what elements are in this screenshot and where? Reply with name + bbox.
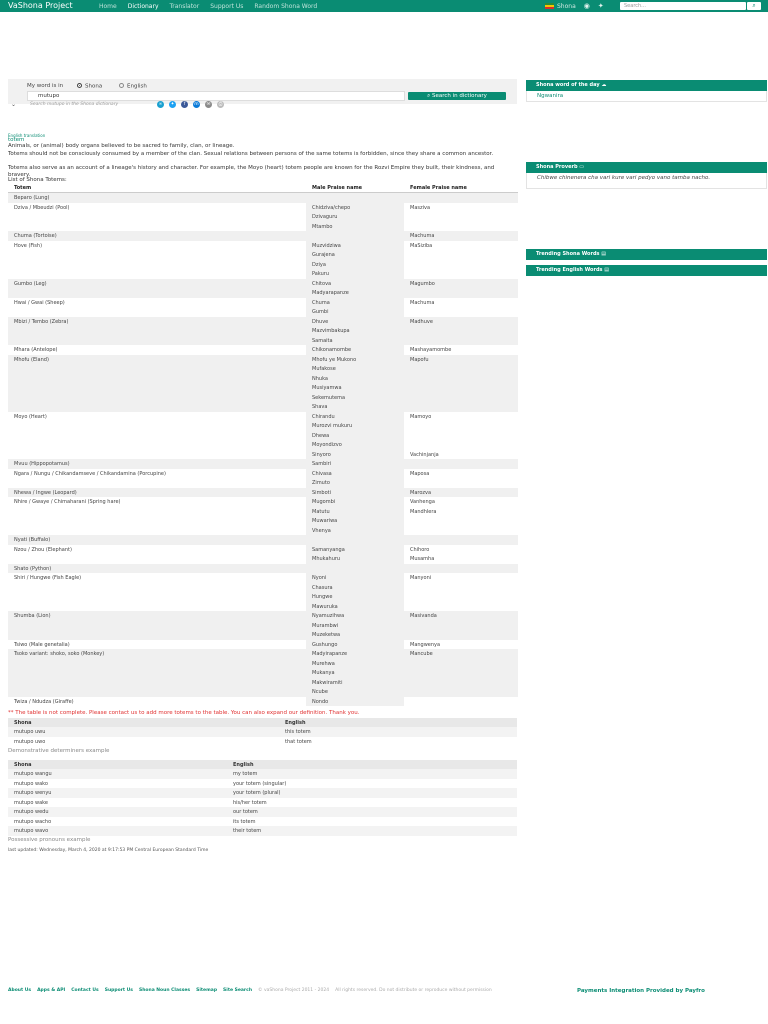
row-shading <box>8 326 518 336</box>
table-row <box>8 193 518 203</box>
male-praise-cell: Nhuka <box>312 375 328 382</box>
row-shading <box>8 678 518 688</box>
english-cell: that totem <box>285 738 312 745</box>
table-row <box>8 383 518 393</box>
table-row <box>8 440 518 450</box>
search-dictionary-button[interactable] <box>408 92 506 100</box>
totem-cell: Tsoko variant: shoko, soko (Monkey) <box>14 651 105 657</box>
proverb-title: Shona Proverb <box>536 164 578 170</box>
male-praise-cell: Mhukahuru <box>312 556 341 562</box>
column-header-female: Female Praise name <box>410 185 467 191</box>
table-row <box>8 687 518 697</box>
male-praise-cell: Gumbi <box>312 309 329 315</box>
table-row <box>8 592 518 602</box>
twitter-share-icon[interactable]: ✦ <box>170 102 175 107</box>
nav-link-dictionary[interactable]: Dictionary <box>127 3 159 10</box>
male-praise-cell: Pakuru <box>312 271 329 277</box>
english-cell: its totem <box>233 818 256 825</box>
totem-cell: Tsiwo (Male genetalia) <box>14 641 70 648</box>
table-row <box>8 583 518 593</box>
row-shading <box>8 621 518 631</box>
table-row <box>8 779 517 789</box>
share-icons <box>157 101 224 108</box>
totem-cell: Shiri / Hungwe (Fish Eagle) <box>14 575 82 581</box>
radio-shona-label: Shona <box>85 83 103 90</box>
footer-links <box>8 988 492 993</box>
totem-table-body <box>8 193 518 706</box>
table-row <box>8 374 518 384</box>
table-row <box>8 469 518 479</box>
row-shading <box>8 383 518 393</box>
demonstrative-table <box>8 718 517 746</box>
female-praise-cell: Mandhlera <box>410 508 437 515</box>
male-praise-cell: Nondo <box>312 698 329 705</box>
table-row <box>8 421 518 431</box>
table-row <box>8 364 518 374</box>
male-praise-cell: Musiyamwa <box>312 385 342 391</box>
male-praise-cell: Mawuruka <box>312 603 338 610</box>
table-row <box>8 697 518 707</box>
table-row <box>8 222 518 232</box>
totem-cell: Ngara / Nungu / Chikandamseve / Chikandamina (Porcupine) <box>14 470 166 477</box>
chart-icon: ▤ <box>604 267 609 273</box>
female-praise-cell: Marozva <box>410 489 432 496</box>
row-shading <box>8 488 518 498</box>
table-row <box>8 478 518 488</box>
chart-icon: ▤ <box>601 251 606 257</box>
table-row <box>8 573 518 583</box>
nav-links <box>99 3 317 10</box>
print-icon[interactable]: ⎙ <box>218 102 223 107</box>
table-row <box>8 737 517 747</box>
male-praise-cell: Simboti <box>312 489 332 496</box>
twitter-icon[interactable]: ✦ <box>597 2 604 10</box>
language-label: Shona <box>557 2 576 10</box>
table-row <box>8 288 518 298</box>
zimbabwe-flag-icon <box>545 3 554 9</box>
possessive-table-body <box>8 769 517 836</box>
table-caption: Demonstrative determiners example <box>8 748 110 754</box>
table-row <box>8 412 518 422</box>
row-shading <box>8 193 518 203</box>
row-shading <box>8 231 518 241</box>
row-shading <box>8 402 518 412</box>
row-shading <box>8 279 518 289</box>
male-praise-cell: Chitova <box>312 280 332 287</box>
male-praise-cell: Murozvi mukuru <box>312 423 353 429</box>
totem-cell: Nhewa / Ingwe (Leopard) <box>14 489 77 496</box>
female-praise-cell: Madhuve <box>410 318 433 325</box>
radio-dot-icon <box>119 83 124 88</box>
female-praise-cell: Mancube <box>410 651 433 657</box>
male-praise-cell: Muzeketwa <box>312 632 341 638</box>
table-row <box>8 345 518 355</box>
female-praise-cell: Mapofu <box>410 356 429 363</box>
male-praise-cell: Shava <box>312 404 328 410</box>
demonstrative-table-body <box>8 727 517 746</box>
search-button-label: Search in dictionary <box>431 93 487 99</box>
table-row <box>8 535 518 545</box>
male-praise-cell: Sambiri <box>312 461 332 467</box>
table-row <box>8 355 518 365</box>
nav-search-button[interactable] <box>747 2 761 10</box>
male-praise-cell: Sekemutema <box>312 394 346 401</box>
totem-table-header <box>8 184 518 193</box>
english-cell: their totem <box>233 828 262 834</box>
totem-table <box>8 184 518 706</box>
table-row <box>8 393 518 403</box>
trending-english-header[interactable] <box>526 265 767 276</box>
nav-link-random-word[interactable]: Random Shona Word <box>254 3 318 10</box>
male-praise-cell: Samanyanga <box>312 546 345 553</box>
male-praise-cell: Nyoni <box>312 575 327 581</box>
shona-cell: mutupo uwu <box>14 729 46 735</box>
english-cell: this totem <box>285 729 311 735</box>
female-praise-cell: Machuma <box>410 233 435 239</box>
row-shading <box>8 687 518 697</box>
table-row <box>8 630 518 640</box>
shona-cell: mutupo wedu <box>14 809 49 815</box>
table-row <box>8 798 517 808</box>
female-praise-cell: Musamha <box>410 556 435 562</box>
table-row <box>8 307 518 317</box>
male-praise-cell: Muwariwa <box>312 518 338 524</box>
male-praise-cell: Madyirapanze <box>312 651 348 657</box>
nav-link-home[interactable]: Home <box>99 3 117 10</box>
shona-cell: mutupo wenyu <box>14 790 52 796</box>
male-praise-cell: Murehwa <box>312 660 335 667</box>
row-shading <box>8 459 518 469</box>
table-caption: List of Shona Totems: <box>8 177 67 183</box>
shona-cell: mutupo wavo <box>14 828 49 834</box>
row-shading <box>8 374 518 384</box>
column-header-male: Male Praise name <box>312 185 363 191</box>
table-row <box>8 507 518 517</box>
table-row <box>8 450 518 460</box>
table-row <box>8 545 518 555</box>
row-shading <box>8 630 518 640</box>
shona-cell: mutupo wacho <box>14 818 52 825</box>
footer-link-sitemap[interactable]: Sitemap <box>196 988 218 993</box>
female-praise-cell: Manyoni <box>410 575 432 581</box>
totem-cell: Nhire / Gwaye / Chimaharani (Spring hare) <box>14 499 121 505</box>
definition-paragraph: Totems should not be consciously consumed by a member of the clan. Sexual relations between persons of the same totems is forbidden, since they share a common ancestor. <box>8 151 494 157</box>
comment-icon: ▭ <box>579 164 585 170</box>
male-praise-cell: Chasura <box>312 584 333 591</box>
female-praise-cell: Magumbo <box>410 280 435 287</box>
english-cell: my totem <box>233 771 258 777</box>
female-praise-cell: Masziva <box>410 204 431 211</box>
row-shading <box>8 659 518 669</box>
table-row <box>8 668 518 678</box>
table-row <box>8 769 517 779</box>
table-caption: Possessive pronouns example <box>8 837 91 843</box>
table-row <box>8 497 518 507</box>
male-praise-cell: Dhewa <box>312 432 330 439</box>
female-praise-cell: Mamoyo <box>410 413 432 420</box>
dictionary-search-input[interactable]: mutupo <box>27 91 405 101</box>
shona-cell: mutupo uwo <box>14 738 46 745</box>
male-praise-cell: Zimuto <box>312 480 330 486</box>
male-praise-cell: Mazvimbakupa <box>312 328 350 334</box>
female-praise-cell: Masivanda <box>410 613 437 619</box>
male-praise-cell: Nyamuzihwa <box>312 613 345 619</box>
female-praise-cell: Machuma <box>410 299 435 306</box>
radio-shona[interactable] <box>77 83 102 90</box>
female-praise-cell: Mashayamombe <box>410 347 452 353</box>
footer-link-site-search[interactable]: Site Search <box>223 988 253 993</box>
radio-english-label: English <box>127 83 147 90</box>
top-navbar <box>0 0 768 12</box>
word-of-day-header <box>526 80 767 91</box>
table-row <box>8 807 517 817</box>
female-praise-cell: Maposa <box>410 470 430 477</box>
table-header <box>8 718 517 727</box>
table-row <box>8 250 518 260</box>
search-icon: ⌕ <box>427 93 432 99</box>
nav-search-input[interactable]: Search... <box>620 2 746 10</box>
female-praise-cell: Vanhenga <box>410 499 435 505</box>
headword: totem <box>8 137 25 143</box>
footer-link-about[interactable]: About Us <box>8 988 32 993</box>
table-row <box>8 516 518 526</box>
shona-cell: mutupo wangu <box>14 771 52 777</box>
male-praise-cell: Vhenya <box>312 527 331 534</box>
shona-cell: mutupo wako <box>14 780 48 787</box>
word-of-day-title: Shona word of the day <box>536 82 600 88</box>
table-row <box>8 526 518 536</box>
table-row <box>8 621 518 631</box>
male-praise-cell: Ncube <box>312 689 328 695</box>
totem-cell: Moyo (Heart) <box>14 413 47 420</box>
table-row <box>8 231 518 241</box>
row-shading <box>8 535 518 545</box>
totem-cell: Nzou / Zhou (Elephant) <box>14 546 72 553</box>
table-row <box>8 649 518 659</box>
table-row <box>8 554 518 564</box>
male-praise-cell: Chivasa <box>312 470 332 477</box>
row-shading <box>8 393 518 403</box>
totem-cell: Mbizi / Tembo (Zebra) <box>14 318 69 325</box>
row-shading <box>8 668 518 678</box>
male-praise-cell: Sinyoro <box>312 451 331 458</box>
table-row <box>8 212 518 222</box>
rights-notice: All rights reserved. Do not distribute or reproduce without permission <box>335 988 492 993</box>
proverb-header <box>526 162 767 173</box>
female-praise-cell: MaSiziba <box>410 242 433 249</box>
english-cell: his/her totem <box>233 799 267 806</box>
row-shading <box>8 355 518 365</box>
totem-cell: Mhofu (Eland) <box>14 356 49 363</box>
footer-link-apps[interactable]: Apps & API <box>37 988 66 993</box>
female-praise-cell: Chihoro <box>410 546 430 553</box>
totem-cell: Mvuu (Hippopotamus) <box>14 461 70 467</box>
row-shading <box>8 611 518 621</box>
breadcrumb: English translation <box>8 133 46 138</box>
radio-english[interactable] <box>119 83 147 90</box>
male-praise-cell: Mufakose <box>312 366 336 372</box>
female-praise-cell: Mangwenya <box>410 641 441 648</box>
male-praise-cell: Dziya <box>312 261 326 268</box>
last-updated: last updated: Wednesday, March 4, 2020 at 9:17:53 PM Central European Standard Time <box>8 848 209 853</box>
male-praise-cell: Matutu <box>312 508 330 515</box>
male-praise-cell: Dhuve <box>312 318 329 325</box>
column-header-english: English <box>285 720 306 726</box>
facebook-share-icon[interactable]: f <box>181 101 188 108</box>
table-row <box>8 640 518 650</box>
male-praise-cell: Chuma <box>312 299 330 306</box>
trending-shona-title: Trending Shona Words <box>536 251 600 257</box>
nav-link-translator[interactable]: Translator <box>169 3 200 10</box>
copyright: © vaShona Project 2011 - 2024 <box>258 988 330 993</box>
table-row <box>8 326 518 336</box>
table-row <box>8 336 518 346</box>
email-share-icon[interactable]: ✉ <box>206 102 211 107</box>
cloud-icon: ☁ <box>601 82 607 88</box>
male-praise-cell: Chikonamombe <box>312 347 352 353</box>
totem-cell: Shumba (Lion) <box>14 613 51 619</box>
male-praise-cell: Muzvidziwa <box>312 242 341 249</box>
male-praise-cell: Chidziva/chepo <box>312 204 351 211</box>
totem-cell: Gumbo (Leg) <box>14 280 47 287</box>
search-icon: ⌕ <box>752 2 756 9</box>
footer-link-noun-classes[interactable]: Shona Noun Classes <box>138 988 191 993</box>
proverb-text: Chibwe chinenera cha vari kure vari pedyo vano tamba nacho. <box>526 173 767 189</box>
english-cell: your totem (singular) <box>233 780 287 787</box>
chevron-down-icon[interactable]: ⌄ <box>11 101 17 108</box>
table-row <box>8 241 518 251</box>
table-row <box>8 659 518 669</box>
totem-cell: Beparo (Lung) <box>14 195 50 201</box>
radio-dot-selected-icon <box>77 83 82 88</box>
nav-right-group <box>545 2 604 10</box>
table-row <box>8 459 518 469</box>
table-row <box>8 788 517 798</box>
table-row <box>8 817 517 827</box>
table-incomplete-notice[interactable]: ** The table is not complete. Please contact us to add more totems to the table. You can also expand our definition. Thank you. <box>8 710 360 716</box>
male-praise-cell: Madyarapanze <box>312 290 349 296</box>
table-row <box>8 611 518 621</box>
payments-credit[interactable]: Payments Integration Provided by Payfro <box>577 988 705 994</box>
table-row <box>8 564 518 574</box>
nav-link-support[interactable]: Support Us <box>210 3 244 10</box>
table-row <box>8 269 518 279</box>
table-row <box>8 826 517 836</box>
row-shading <box>8 364 518 374</box>
table-row <box>8 488 518 498</box>
definition-paragraph: Animals, or (animal) body organs believed to be sacred to family, clan, or lineage. <box>8 143 235 149</box>
male-praise-cell: Makwiramiti <box>312 679 343 686</box>
totem-cell: Dziva / Mbeudzi (Pool) <box>14 204 70 211</box>
male-praise-cell: Chirandu <box>312 413 335 420</box>
male-praise-cell: Murambwi <box>312 622 339 629</box>
footer-link-contact[interactable]: Contact Us <box>71 988 99 993</box>
male-praise-cell: Gushungo <box>312 641 338 648</box>
english-cell: our totem <box>233 809 258 815</box>
totem-cell: Chuma (Tortoise) <box>14 233 57 239</box>
table-row <box>8 678 518 688</box>
male-praise-cell: Mugombi <box>312 499 336 505</box>
male-praise-cell: Mhofu ye Mukono <box>312 356 357 363</box>
totem-cell: Hwai / Gwai (Sheep) <box>14 299 65 306</box>
male-praise-cell: Samaita <box>312 337 333 344</box>
trending-shona-header[interactable] <box>526 249 767 260</box>
brand-logo[interactable]: VaShona Project <box>8 1 73 10</box>
male-praise-cell: Mtambo <box>312 223 333 230</box>
totem-cell: Twiza / Ndudza (Giraffe) <box>14 698 74 705</box>
table-row <box>8 402 518 412</box>
table-row <box>8 279 518 289</box>
column-header-shona: Shona <box>14 762 32 768</box>
table-row <box>8 602 518 612</box>
table-row <box>8 727 517 737</box>
male-praise-cell: Moyondizvo <box>312 442 342 448</box>
table-row <box>8 203 518 213</box>
totem-cell: Mhara (Antelope) <box>14 347 58 353</box>
totem-cell: Shato (Python) <box>14 565 52 572</box>
column-header-english: English <box>233 762 254 768</box>
table-row <box>8 260 518 270</box>
table-header <box>8 760 517 769</box>
column-header-totem: Totem <box>14 185 32 191</box>
github-icon[interactable]: ◉ <box>583 2 590 10</box>
female-praise-cell: Vachinjanja <box>410 451 439 458</box>
english-cell: your totem (plural) <box>233 790 281 796</box>
row-shading <box>8 288 518 298</box>
search-hint: Search mutupo in the Shona dictionary <box>30 102 119 107</box>
link-icon[interactable]: ∞ <box>158 102 163 107</box>
male-praise-cell: Hungwe <box>312 594 333 600</box>
row-shading <box>8 564 518 574</box>
language-selector[interactable] <box>545 3 576 10</box>
footer-link-support[interactable]: Support Us <box>104 988 133 993</box>
table-row <box>8 317 518 327</box>
totem-cell: Hove (Fish) <box>14 242 43 249</box>
trending-english-title: Trending English Words <box>536 267 603 273</box>
messenger-share-icon[interactable]: m <box>194 102 199 107</box>
possessive-table <box>8 760 517 836</box>
table-row <box>8 298 518 308</box>
definition-paragraph: Totems also serve as an account of a lineage's history and character. For example, the Moyo (heart) totem people are known for the Rozvi Empire they built, their kindness, and bravery. <box>8 165 495 178</box>
row-shading <box>8 336 518 346</box>
row-shading <box>8 317 518 327</box>
male-praise-cell: Gurajena <box>312 252 335 258</box>
male-praise-cell: Mukanya <box>312 670 335 676</box>
table-row <box>8 431 518 441</box>
totem-cell: Nyati (Buffalo) <box>14 537 51 543</box>
male-praise-cell: Dzivaguru <box>312 214 338 220</box>
word-of-day-link[interactable]: Ngwanira <box>526 91 767 102</box>
shona-cell: mutupo wake <box>14 799 48 806</box>
column-header-shona: Shona <box>14 720 32 726</box>
word-is-label: My word is in <box>27 83 64 89</box>
